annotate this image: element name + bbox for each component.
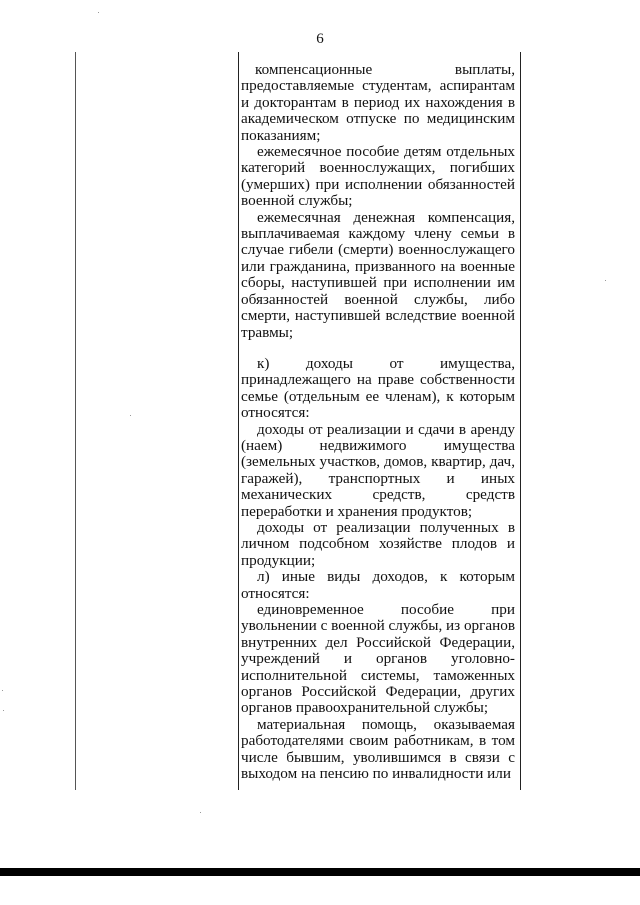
paragraph-lump-sum-allowance: единовременное пособие при увольнении с военной службы, из органов внутренних дел Российской Федерации, учреждений и органов уголовно-исполнительной системы, таможенных органов Российской Федерации, других органов правоохранительной службы; bbox=[241, 601, 516, 717]
paragraph-rental-income: доходы от реализации и сдачи в аренду (наем) недвижимого имущества (земельных участков, домов, квартир, дач, гаражей), транспортных и иных механических средств, средств переработки и хранения продуктов; bbox=[241, 420, 515, 520]
column-right-border bbox=[520, 52, 521, 790]
paragraph-item-l-other-income: л) иные виды доходов, к которым относятся: bbox=[241, 568, 515, 602]
scan-speck bbox=[2, 690, 3, 691]
scan-speck bbox=[605, 280, 606, 281]
paragraph-monthly-compensation-family: ежемесячная денежная компенсация, выплачиваемая каждому члену семьи в случае гибели (смерти) военнослужащего или гражданина, призванного на военные сборы, наступившей при исполнении им обязанностей военной службы, либо смерти, наступившей вследствие военной травмы; bbox=[241, 208, 515, 341]
scan-speck bbox=[130, 415, 131, 416]
scan-speck bbox=[3, 710, 4, 711]
paragraph-item-k-property-income: к) доходы от имущества, принадлежащего на праве собственности семье (отдельным ее членам), к которым относятся: bbox=[241, 354, 515, 422]
page-number: 6 bbox=[316, 31, 324, 47]
column-left-border bbox=[238, 52, 239, 790]
left-margin-rule bbox=[75, 52, 76, 790]
scan-speck bbox=[98, 12, 99, 13]
scan-speck bbox=[200, 812, 201, 813]
paragraph-compensation-payments: компенсационные выплаты, предоставляемые студентам, аспирантам и докторантам в период их нахождения в академическом отпуске по медицинским показаниям; bbox=[241, 61, 515, 144]
paragraph-material-assistance: материальная помощь, оказываемая работодателями своим работникам, в том числе бывшим, уволившимся в связи с выходом на пенсию по инвалидности или bbox=[241, 715, 515, 783]
paragraph-household-produce-income: доходы от реализации полученных в личном подсобном хозяйстве плодов и продукции; bbox=[241, 518, 515, 569]
scan-bottom-edge bbox=[0, 868, 640, 876]
paragraph-monthly-allowance-children: ежемесячное пособие детям отдельных категорий военнослужащих, погибших (умерших) при исполнении обязанностей военной службы; bbox=[241, 143, 515, 210]
document-column bbox=[241, 62, 515, 782]
